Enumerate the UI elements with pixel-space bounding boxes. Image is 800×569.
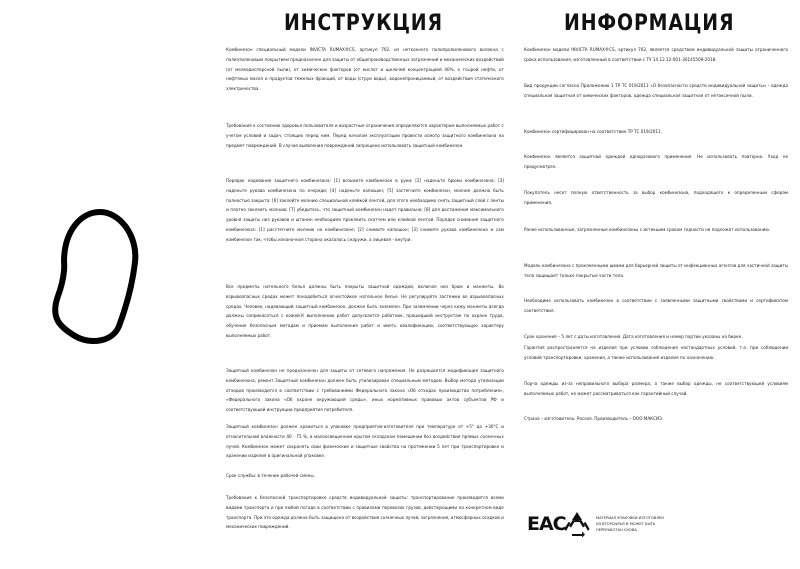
instruction-paragraph-5: Защитный комбинезон не предназначен для защиты от сетевого напряжения. Не разрешается модификация защитного комбинезона, ремонт.Защитный комбинезон должен быть утилизирован специальным методом. Выбор метода утилизации отходов производится в соответствии с требованиями Федерального закона «Об отходах производства потребления», «Федерального закона «Об охране окружающей среды», иных нормативных правовых актов субъектов РФ и соответствующей инструкции предприятия потребителя. [226,369,504,414]
instruction-paragraph-6: Защитный комбинезон должен храниться в упаковке предприятия-изготовителя при температуре от +5° до +30°С и относительной влажности 40 - 75 %, в малоосвещенном крытом складском помещении без воздействия прямых солнечных лучей. Комбинезон может сохранять свои физические и защитные свойства на протяжении 5 лет при транспортировке и хранении изделия в оригинальной упаковке. [226,425,504,460]
instruction-paragraph-7: Срок службы: в течение рабочей смены. [226,474,315,479]
information-paragraph-12: Страна – изготовитель: Россия. Производитель – ООО МАКСИЗ. [524,417,664,422]
information-paragraph-4: Комбинезон является защитной одеждой одноразового применения. Не использовать повторно. Уход не предусмотрен. [524,155,789,170]
information-paragraph-11: Порча одежды из-за неправильного выбора размера, а также выбор одежды, не соответствующей условиям выполняемых работ, не может рассматриваться как гарантийный случай. [524,382,789,397]
information-paragraph-8: Необходимо использовать комбинезон в соответствии с заявленными защитными свойствами и сертификатом соответствия. [524,299,789,314]
fold-curve-outline [0,0,140,569]
recycle-icon [563,510,591,538]
information-paragraph-7: Модель комбинезона с проклеенными швами для барьерной защиты от инфекционных агентов для частичной защиты тела защищает только покрытые части тела. [524,264,789,279]
instruction-paragraph-4: Все предметы нательного белья должны быть покрыты защитной одеждой, включая низ брюк и манжеты. Во взрывоопасных средах может понадобиться огнестойкое нательное белье. Не регулируйте застежки во взрывоопасных средах. Человек, надевающий защитный комбинезон, должен быть заземлен. При заземлении через кожу манжеты всегда должны соприкасаться с кожей.К выполнению работ допускается работник, прошедший инструктаж по охране труда, обучение безопасным методам и приемам выполнения работ и иметь квалификацию, соответствующую характеру выполняемых работ. [226,285,504,339]
information-paragraph-2: Вид продукции согласно Приложению 1 ТР ТС 019/2011 «О безопасности средств индивидуальной защиты» - одежда специальная защитная от химических факторов, одежда специальная защитная от нетоксичной пыли. [524,84,789,99]
instruction-paragraph-2: Требования к состоянию здоровья пользователя и возрастные ограничения определяются характером выполняемых работ с учетом условий и задач, стоящих перед ним. Перед началом эксплуатации провести осмотр защитного комбинезона на предмет повреждений. В случае выявления повреждений запрещено использовать защитный комбинезон. [226,124,504,149]
instruction-paragraph-1: Комбинезон специальный модели INVICTA RUMAX®CS, артикул 702, из нетканного полипропиленового волокна с полиэтиленовым покрытием предназначен для защиты от общепроизводственных загрязнений и механических воздействий (от мелкодисперсной пыли), от химических факторов (от кислот и щелочей концентрацией 40%, о тсырой нефти, от нефтяных масел и продуктов тяжелых фракций, от воды (струи воды), водонепроницаемый, от воздействия статического электричества. [226,48,504,93]
eac-mark: ЕАС [527,513,566,535]
information-title: ИНФОРМАЦИЯ [564,11,735,36]
instruction-title: ИНСТРУКЦИЯ [284,11,443,36]
instruction-paragraph-8: Требования к безопасной транспортировке средств индивидуальной защиты: транспортирование производится всеми видами транспорта и при любой погоде в соответствии с правилами перевозок грузов, действующими на конкретном виде транспорта. При это одежда должна быть защищена от воздействия солнечных лучей, загрязнения, атмосферных осадков и механических повреждений. [226,496,504,531]
information-paragraph-10: Гарантия распространяется на изделия при условии соблюдения нестандартных условий, т.е. при соблюдении условий транспортировки, хранения, а также использования изделия по назначению. [524,346,789,361]
information-paragraph-1: Комбинезон модели INVICTA RUMAX®CS, артикул 702, является средством индивидуальной защиты ограниченного срока использования, изготовленный в соответствии с ТУ 14.12.12-001-30145509-2018. [524,48,789,63]
information-paragraph-5: Покупатель несет полную ответственность за выбор комбинезона, подходящего к определенным сферам применения. [524,191,789,206]
information-paragraph-9: Срок хранения – 5 лет с даты изготовления. Дата изготовления и номер партии указаны на бирке. [524,335,743,340]
information-paragraph-6: Ранее использованные, загрязненные комбинезоны с истекшим сроком годности не подлежат использованию. [524,228,771,233]
information-paragraph-3: Комбинезон сертифицирован на соответствие ТР ТС 019/2011. [524,130,662,135]
recycle-notice: МАТЕРИАЛ УПАКОВКИ ИЗГОТОВЛЕН ИЗ ВТОРСЫРЬЯ И МОЖЕТ БЫТЬ ПЕРЕРАБОТАН СНОВА [596,516,664,532]
instruction-paragraph-3: Порядок надевания защитного комбинезона: [1] возьмите комбинезон в руки; [2] наденьте брюки комбинезона; [3] наденьте рукава комбинезона по очереди; [4] наденьте капюшон; [5] застегните комбинезон, молния должна быть полностью закрыта; [6] заклейте молнию специальной клейкой лентой, для этого необходимо снять защитный слой с ленты и плотно заклеить молнию; [7] убедитесь, что защитный комбинезон надет правильно; [8] для достижения максимального уровня защиты низ рукавов и штанин необходимо проклеить скотчем или клейкой лентой. Порядок снимания защитного комбинезона: [1] расстегните молнию на комбинезоне; [2] снимите капюшон; [3] снимите рукава комбинезона и сам комбинезон так, чтобы изнаночная сторона оказалась снаружи, а лицевая - внутри. [226,179,504,243]
